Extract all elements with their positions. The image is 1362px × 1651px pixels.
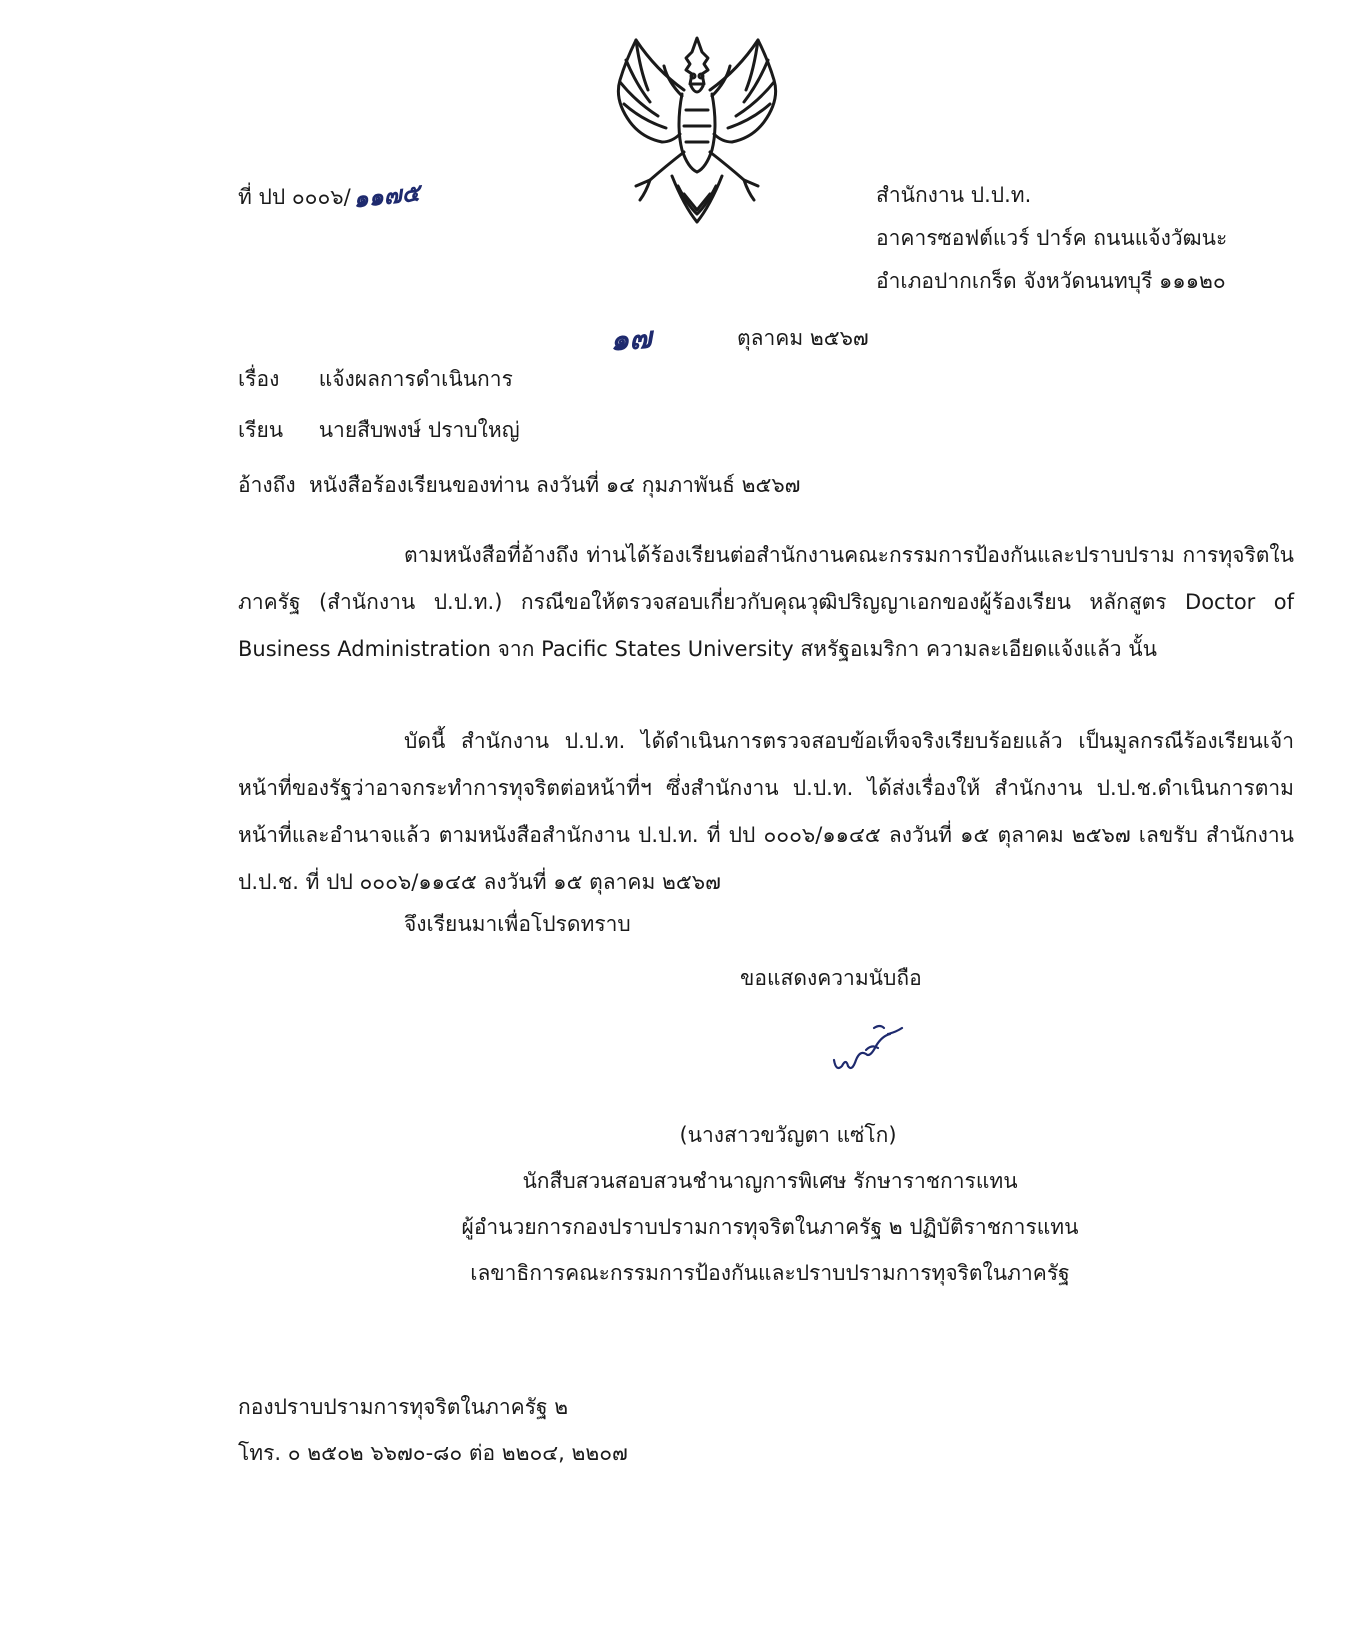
address-line: อาคารซอฟต์แวร์ ปาร์ค ถนนแจ้งวัฒนะ [876, 226, 1228, 250]
reference-to-value: หนังสือร้องเรียนของท่าน ลงวันที่ ๑๔ กุมภาพันธ์ ๒๕๖๗ [309, 473, 801, 497]
sender-address [876, 174, 1227, 303]
footer-department: กองปราบปรามการทุจริตในภาครัฐ ๒ [238, 1395, 569, 1419]
recipient-label: เรียน [238, 418, 284, 442]
closing-line: จึงเรียนมาเพื่อโปรดทราบ [404, 912, 631, 936]
subject-label: เรื่อง [238, 367, 280, 391]
body-paragraph: บัดนี้ สำนักงาน ป.ป.ท. ได้ดำเนินการตรวจสอบข้อเท็จจริงเรียบร้อยแล้ว เป็นมูลกรณีร้องเรียนเจ้าหน้าที่ของรัฐว่าอาจกระทำการทุจริตต่อหน้าที่ฯ ซึ่งสำนักงาน ป.ป.ท. ได้ส่งเรื่องให้ สำนักงาน ป.ป.ช.ดำเนินการตามหน้าที่และอำนาจแล้ว ตามหนังสือสำนักงาน ป.ป.ท. ที่ ปป ๐๐๐๖/๑๑๔๕ ลงวันที่ ๑๕ ตุลาคม ๒๕๖๗ เลขรับ สำนักงาน ป.ป.ช. ที่ ปป ๐๐๐๖/๑๑๔๕ ลงวันที่ ๑๕ ตุลาคม ๒๕๖๗ [238, 729, 1294, 894]
signer-title-line: ผู้อำนวยการกองปราบปรามการทุจริตในภาครัฐ ๒ ปฏิบัติราชการแทน [461, 1215, 1079, 1239]
regards-line: ขอแสดงความนับถือ [740, 966, 922, 990]
signature-image [826, 1020, 908, 1082]
body-paragraph: ตามหนังสือที่อ้างถึง ท่านได้ร้องเรียนต่อสำนักงานคณะกรรมการป้องกันและปราบปราม การทุจริตในภาครัฐ (สำนักงาน ป.ป.ท.) กรณีขอให้ตรวจสอบเกี่ยวกับคุณวุฒิปริญญาเอกของผู้ร้องเรียน หลักสูตร Doctor of Business Administration จาก Pacific States University สหรัฐอเมริกา ความละเอียดแจ้งแล้ว นั้น [238, 543, 1294, 661]
garuda-emblem-icon [606, 30, 788, 226]
reference-to-row [238, 469, 800, 502]
address-line: สำนักงาน ป.ป.ท. [876, 183, 1032, 207]
date-month-year: ตุลาคม ๒๕๖๗ [737, 326, 869, 350]
signer-title-line: เลขาธิการคณะกรรมการป้องกันและปราบปรามการทุจริตในภาครัฐ [470, 1261, 1070, 1285]
signer-name: (นางสาวขวัญตา แซ่โก) [679, 1123, 897, 1147]
reference-to-label: อ้างถึง [238, 473, 296, 497]
reference-prefix: ที่ ปป ๐๐๐๖/ [238, 185, 351, 209]
recipient-value: นายสืบพงษ์ ปราบใหญ่ [318, 418, 520, 442]
reference-number [238, 176, 419, 215]
reference-handwritten-number: ๑๑๗๕ [351, 177, 421, 214]
footer-phone: โทร. ๐ ๒๕๐๒ ๖๖๗๐-๘๐ ต่อ ๒๒๐๔, ๒๒๐๗ [238, 1441, 628, 1465]
signer-title-line: นักสืบสวนสอบสวนชำนาญการพิเศษ รักษาราชการแทน [522, 1169, 1018, 1193]
date-handwritten-day: ๑๗ [608, 320, 653, 359]
subject-value: แจ้งผลการดำเนินการ [318, 367, 513, 391]
address-line: อำเภอปากเกร็ด จังหวัดนนทบุรี ๑๑๑๒๐ [876, 269, 1226, 293]
subject-row [238, 363, 513, 396]
recipient-row [238, 414, 520, 447]
